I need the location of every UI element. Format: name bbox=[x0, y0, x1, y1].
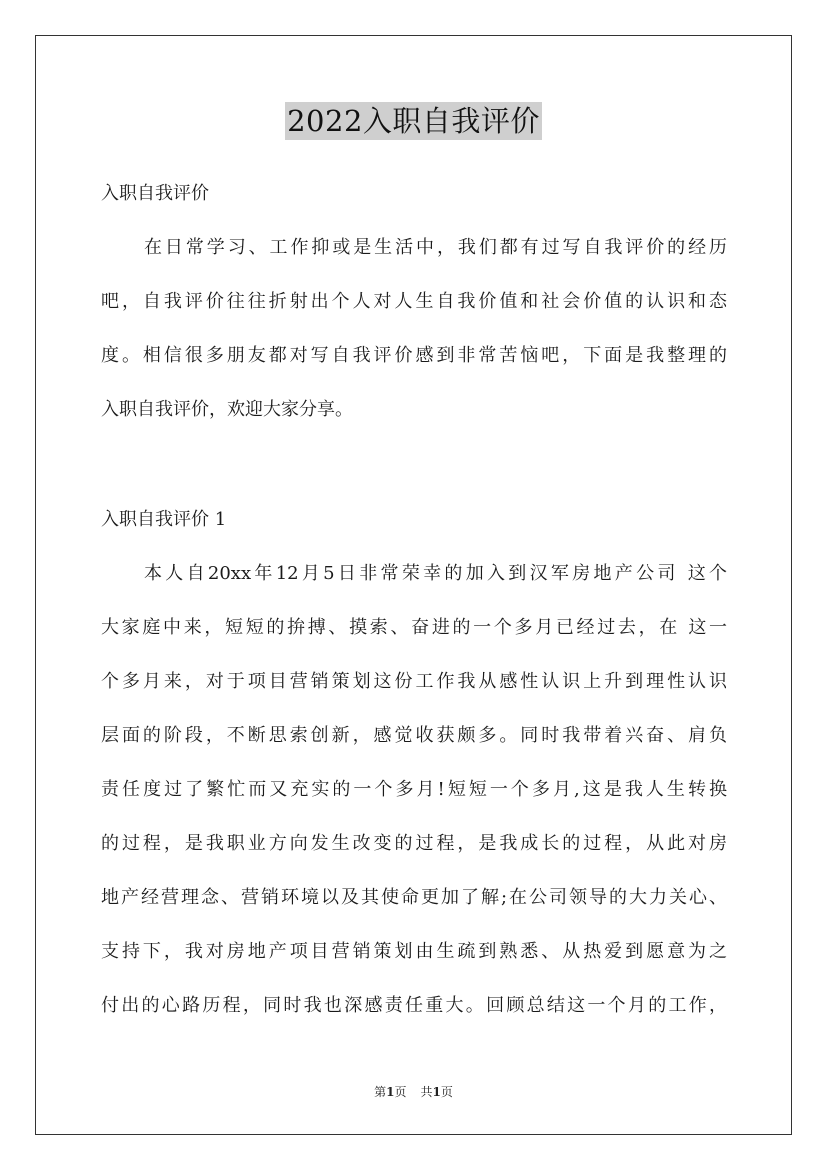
section1-line-7: 地产经营理念、营销环境以及其使命更加了解;在公司领导的大力关心、 bbox=[101, 887, 727, 908]
page-label-suffix: 页 bbox=[394, 1085, 407, 1099]
intro-heading: 入职自我评价 bbox=[101, 183, 209, 204]
section1-line-8: 支持下，我对房地产项目营销策划由生疏到熟悉、从热爱到愿意为之 bbox=[101, 941, 727, 962]
page-number: 1 bbox=[386, 1085, 395, 1099]
section1-line-9: 付出的心路历程，同时我也深感责任重大。回顾总结这一个月的工作， bbox=[101, 995, 727, 1016]
section1-line-2: 大家庭中来，短短的拚搏、摸索、奋进的一个多月已经过去，在 这一 bbox=[101, 617, 727, 638]
page-footer bbox=[0, 1084, 827, 1100]
total-pages: 1 bbox=[432, 1085, 441, 1099]
intro-line-3: 度。相信很多朋友都对写自我评价感到非常苦恼吧，下面是我整理的 bbox=[101, 345, 727, 366]
section1-line-5: 责任度过了繁忙而又充实的一个多月!短短一个多月,这是我人生转换 bbox=[101, 779, 727, 800]
document-title: 2022入职自我评价 bbox=[287, 104, 540, 138]
section1-line-4: 层面的阶段，不断思索创新，感觉收获颇多。同时我带着兴奋、肩负 bbox=[101, 725, 727, 746]
section1-line-1: 本人自20xx年12月5日非常荣幸的加入到汉军房地产公司 这个 bbox=[144, 563, 727, 584]
section1-line-6: 的过程，是我职业方向发生改变的过程，是我成长的过程，从此对房 bbox=[101, 833, 727, 854]
intro-line-2: 吧，自我评价往往折射出个人对人生自我价值和社会价值的认识和态 bbox=[101, 291, 727, 312]
section1-heading: 入职自我评价 1 bbox=[101, 509, 227, 530]
title-container bbox=[0, 102, 827, 140]
section1-line-3: 个多月来，对于项目营销策划这份工作我从感性认识上升到理性认识 bbox=[101, 671, 727, 692]
intro-line-4: 入职自我评价，欢迎大家分享。 bbox=[101, 399, 353, 420]
intro-line-1: 在日常学习、工作抑或是生活中，我们都有过写自我评价的经历 bbox=[144, 237, 727, 258]
page-label-prefix: 第 bbox=[374, 1085, 387, 1099]
total-label-suffix: 页 bbox=[440, 1085, 453, 1099]
total-label-prefix: 共 bbox=[420, 1085, 433, 1099]
